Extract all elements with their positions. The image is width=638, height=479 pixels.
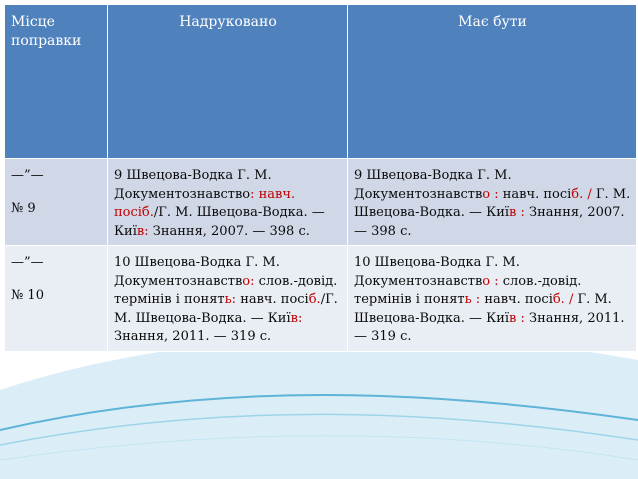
printed-text: 10 Швецова-Водка Г. М. Документознавство: слов.-довід. термінів і понять: навч. посіб./Г. М. Швецова-Водка. — Київ: Знання, 2011. — 319 с. [108,246,348,352]
ditto-mark: —”— [11,168,44,183]
corrected-text: 9 Швецова-Водка Г. М. Документознавство : навч. посіб. / Г. М. Швецова-Водка. — Київ : Знання, 2007. — 398 с. [348,159,637,246]
entry-number: № 10 [11,287,44,303]
header-printed: Надруковано [108,5,348,159]
errata-table [4,4,637,352]
row-place [5,246,108,352]
entry-number: № 9 [11,200,36,216]
table-row [5,246,637,352]
header-should-be: Має бути [348,5,637,159]
corrected-text: 10 Швецова-Водка Г. М. Документознавство : слов.-довід. термінів і понять : навч. посіб. / Г. М. Швецова-Водка. — Київ : Знання, 2011. — 319 с. [348,246,637,352]
row-place [5,159,108,246]
header-place: Місце поправки [5,5,108,159]
table-header-row [5,5,637,159]
table-row [5,159,637,246]
printed-text: 9 Швецова-Водка Г. М. Документознавство: навч. посіб./Г. М. Швецова-Водка. — Київ: Знання, 2007. — 398 с. [108,159,348,246]
ditto-mark: —”— [11,255,44,270]
